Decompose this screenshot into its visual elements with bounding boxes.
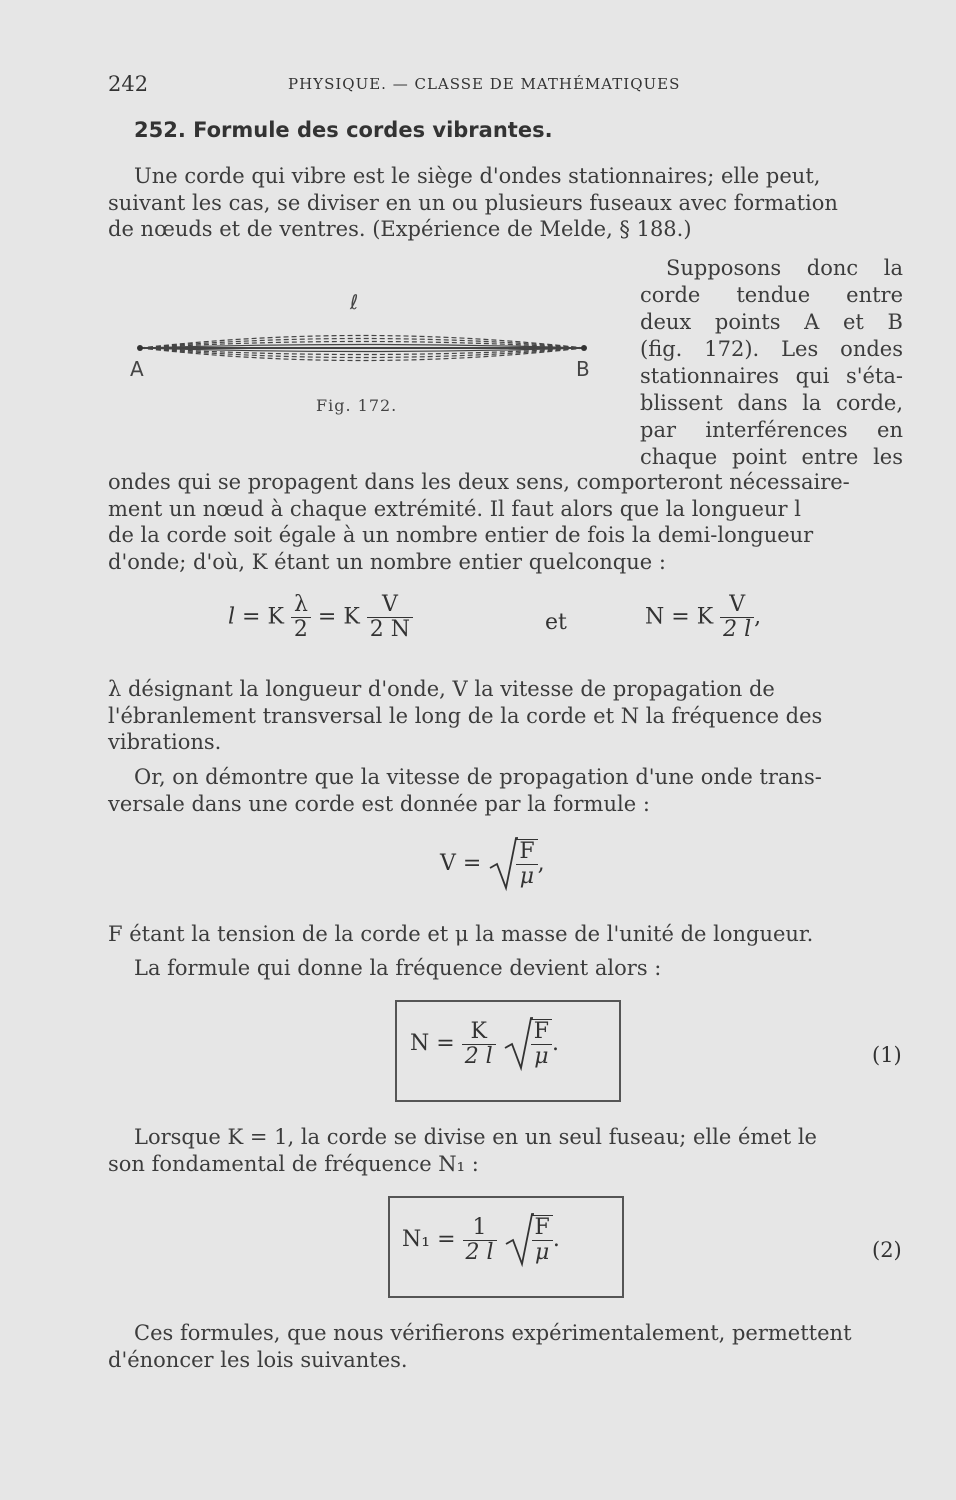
denominator: 2 l	[465, 1239, 494, 1265]
figure-label-a: A	[130, 357, 144, 381]
text-line: versale dans une corde est donnée par la formule :	[108, 791, 650, 816]
numerator: F	[516, 840, 537, 865]
running-head: PHYSIQUE. — CLASSE DE MATHÉMATIQUES	[288, 75, 681, 93]
eq-conjunction: et	[545, 610, 567, 635]
text-line: ondes qui se propagent dans les deux sens, comporteront nécessaire-	[108, 470, 850, 494]
numerator: F	[532, 1216, 553, 1241]
paragraph-node-condition	[108, 469, 903, 575]
fraction	[463, 1216, 497, 1265]
text-line: Ces formules, que nous vérifierons expérimentalement, permettent	[134, 1321, 852, 1345]
text-line: stationnaires qui s'éta-	[640, 364, 903, 388]
equation-1	[410, 1016, 559, 1072]
fraction	[462, 1020, 496, 1069]
numerator: V	[367, 593, 413, 618]
text-line: vibrations.	[108, 730, 222, 754]
side-paragraph	[640, 255, 903, 471]
eq-symbol: K	[343, 604, 360, 630]
fraction	[720, 593, 754, 642]
text-line: de nœuds et de ventres. (Expérience de Melde, § 188.)	[108, 217, 692, 241]
figure-172	[118, 285, 608, 425]
numerator: K	[462, 1020, 496, 1045]
radical-sign	[504, 1212, 534, 1268]
paragraph-frequency-formula	[108, 955, 903, 982]
text-line: de la corde soit égale à un nombre entier de fois la demi-longueur	[108, 523, 814, 547]
numerator: λ	[291, 593, 311, 618]
square-root	[504, 1212, 553, 1268]
fraction	[367, 593, 413, 642]
text-line: deux points A et B	[640, 310, 903, 334]
text-line: La formule qui donne la fréquence devient alors :	[134, 956, 662, 980]
fraction	[291, 593, 311, 642]
text-line: F étant la tension de la corde et μ la masse de l'unité de longueur.	[108, 922, 814, 946]
paragraph-definitions	[108, 676, 903, 756]
text-line: Lorsque K = 1, la corde se divise en un seul fuseau; elle émet le	[134, 1125, 817, 1149]
eq-symbol: N₁	[402, 1227, 431, 1252]
fraction	[532, 1215, 553, 1265]
text-line: Une corde qui vibre est le siège d'ondes stationnaires; elle peut,	[134, 164, 821, 188]
denominator: 2 N	[369, 617, 411, 642]
square-root	[503, 1016, 552, 1072]
eq-symbol: .	[552, 1227, 560, 1252]
figure-caption: Fig. 172.	[316, 396, 398, 415]
paragraph-conclusion	[108, 1320, 903, 1373]
equation-wavelength	[228, 593, 413, 642]
eq-symbol: N	[645, 604, 665, 630]
denominator: μ	[534, 1044, 549, 1069]
eq-symbol: .	[551, 1031, 559, 1056]
vibrating-string-diagram	[118, 285, 608, 395]
equation-2	[402, 1212, 560, 1268]
square-root	[488, 836, 537, 892]
numerator: 1	[463, 1216, 497, 1241]
denominator: μ	[535, 1240, 550, 1265]
text-line: Supposons donc la	[666, 256, 903, 280]
equation-number-2: (2)	[872, 1238, 902, 1262]
eq-symbol: K	[267, 604, 284, 630]
fraction	[516, 839, 537, 889]
text-line: suivant les cas, se diviser en un ou plusieurs fuseaux avec formation	[108, 190, 838, 215]
eq-symbol: ,	[754, 604, 762, 630]
denominator: 2 l	[723, 617, 752, 642]
text-line: par interférences en	[640, 418, 903, 442]
page-number: 242	[108, 72, 149, 96]
eq-symbol: =	[462, 851, 482, 876]
eq-symbol: l	[228, 604, 236, 630]
paragraph-fundamental	[108, 1124, 903, 1177]
text-line: chaque point entre les	[640, 445, 903, 469]
denominator: 2	[293, 617, 308, 642]
paragraph-tension	[108, 921, 903, 948]
equation-number-1: (1)	[872, 1043, 902, 1067]
eq-symbol: =	[242, 604, 261, 630]
text-line: son fondamental de fréquence N₁ :	[108, 1151, 479, 1176]
eq-symbol: K	[696, 604, 714, 630]
denominator: μ	[519, 864, 535, 889]
page-header	[108, 70, 903, 98]
equation-velocity	[440, 836, 545, 892]
figure-label-b: B	[576, 357, 590, 381]
radical-sign	[503, 1016, 533, 1072]
text-line: blissent dans la corde,	[640, 391, 903, 415]
numerator: V	[720, 593, 754, 618]
text-line: ment un nœud à chaque extrémité. Il faut alors que la longueur l	[108, 496, 801, 521]
text-line: l'ébranlement transversal le long de la corde et N la fréquence des	[108, 703, 823, 728]
eq-symbol: ,	[537, 851, 545, 876]
denominator: 2 l	[464, 1043, 493, 1069]
eq-symbol: =	[436, 1031, 455, 1056]
text-line: λ désignant la longueur d'onde, V la vitesse de propagation de	[108, 677, 775, 701]
equation-frequency	[645, 593, 761, 642]
section-title: 252. Formule des cordes vibrantes.	[134, 118, 553, 142]
text-line: d'énoncer les lois suivantes.	[108, 1347, 408, 1372]
text-line: (fig. 172). Les ondes	[640, 337, 903, 361]
text-line: corde tendue entre	[640, 283, 903, 307]
text-line: Or, on démontre que la vitesse de propagation d'une onde trans-	[134, 765, 822, 789]
eq-symbol: =	[671, 604, 690, 630]
eq-symbol: N	[410, 1031, 430, 1056]
fraction	[531, 1019, 552, 1069]
text-line: d'onde; d'où, K étant un nombre entier quelconque :	[108, 549, 666, 574]
paragraph-velocity	[108, 764, 903, 817]
radical-sign	[488, 836, 518, 892]
eq-symbol: =	[317, 604, 337, 630]
figure-label-l: ℓ	[350, 290, 359, 314]
paragraph-intro	[108, 163, 903, 243]
eq-symbol: =	[437, 1227, 456, 1252]
eq-symbol: V	[440, 851, 456, 876]
numerator: F	[531, 1020, 552, 1045]
